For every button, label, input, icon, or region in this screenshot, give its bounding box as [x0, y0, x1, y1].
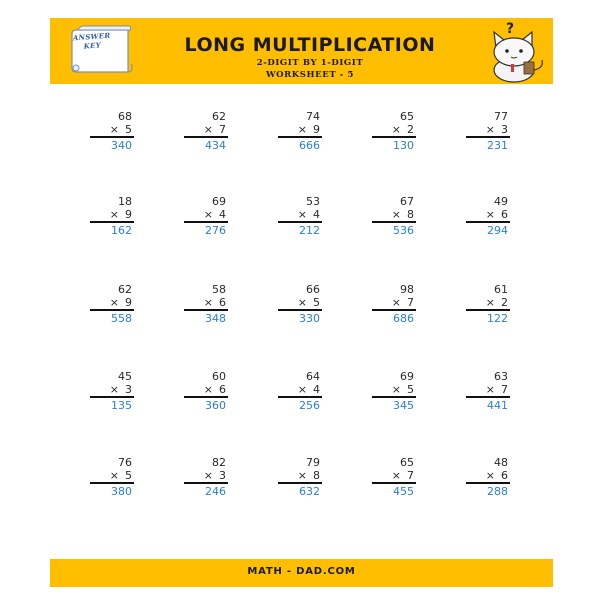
multiplier: 8 [407, 208, 414, 221]
multiplicand: 65 [400, 456, 414, 469]
multiplicand: 53 [306, 195, 320, 208]
times-sign: × [109, 383, 119, 396]
multiplication-problem [90, 370, 134, 412]
multiplication-problem [372, 195, 416, 237]
multiplier-row [184, 123, 228, 138]
times-sign: × [485, 469, 495, 482]
times-sign: × [391, 208, 401, 221]
multiplier: 2 [501, 296, 508, 309]
multiplier-row [90, 208, 134, 223]
page-subtitle: 2-DIGIT BY 1-DIGIT [256, 58, 364, 68]
multiplier: 4 [313, 208, 320, 221]
multiplication-problem [466, 110, 510, 152]
times-sign: × [297, 123, 307, 136]
multiplier: 2 [407, 123, 414, 136]
answer: 212 [299, 224, 320, 237]
multiplier: 5 [407, 383, 414, 396]
multiplicand: 58 [212, 283, 226, 296]
multiplicand: 65 [400, 110, 414, 123]
multiplier: 9 [125, 296, 132, 309]
multiplier-row [90, 123, 134, 138]
multiplier-row [90, 383, 134, 398]
multiplier: 3 [125, 383, 132, 396]
badge-line-1: ANSWER [72, 30, 111, 43]
multiplier-row [466, 208, 510, 223]
answer: 162 [111, 224, 132, 237]
times-sign: × [391, 296, 401, 309]
multiplicand: 69 [400, 370, 414, 383]
multiplication-problem [184, 370, 228, 412]
times-sign: × [109, 208, 119, 221]
multiplier: 5 [313, 296, 320, 309]
multiplier: 7 [501, 383, 508, 396]
multiplication-problem [278, 283, 322, 325]
multiplier-row [90, 296, 134, 311]
multiplier-row [466, 383, 510, 398]
multiplier-row [278, 123, 322, 138]
multiplier-row [466, 296, 510, 311]
multiplier: 3 [501, 123, 508, 136]
multiplicand: 60 [212, 370, 226, 383]
header-band [50, 18, 553, 84]
multiplier: 6 [501, 208, 508, 221]
multiplicand: 67 [400, 195, 414, 208]
multiplicand: 62 [212, 110, 226, 123]
multiplier: 8 [313, 469, 320, 482]
answer: 686 [393, 312, 414, 325]
multiplier: 9 [313, 123, 320, 136]
footer-site-name: MATH - DAD.COM [247, 566, 356, 577]
multiplicand: 74 [306, 110, 320, 123]
answer: 632 [299, 485, 320, 498]
multiplier-row [372, 123, 416, 138]
multiplier: 6 [219, 383, 226, 396]
answer: 276 [205, 224, 226, 237]
multiplier-row [372, 208, 416, 223]
times-sign: × [203, 469, 213, 482]
multiplier-row [372, 469, 416, 484]
multiplicand: 48 [494, 456, 508, 469]
multiplicand: 69 [212, 195, 226, 208]
multiplication-problem [372, 110, 416, 152]
times-sign: × [485, 208, 495, 221]
times-sign: × [391, 383, 401, 396]
multiplication-problem [466, 456, 510, 498]
answer: 288 [487, 485, 508, 498]
times-sign: × [203, 123, 213, 136]
multiplicand: 62 [118, 283, 132, 296]
times-sign: × [203, 296, 213, 309]
answer: 441 [487, 399, 508, 412]
times-sign: × [485, 383, 495, 396]
multiplication-problem [90, 456, 134, 498]
multiplication-problem [466, 283, 510, 325]
multiplicand: 61 [494, 283, 508, 296]
multiplicand: 76 [118, 456, 132, 469]
multiplication-problem [466, 195, 510, 237]
multiplier-row [372, 383, 416, 398]
multiplicand: 98 [400, 283, 414, 296]
multiplicand: 18 [118, 195, 132, 208]
times-sign: × [485, 123, 495, 136]
times-sign: × [297, 208, 307, 221]
times-sign: × [203, 383, 213, 396]
multiplication-problem [278, 195, 322, 237]
multiplication-problem [184, 110, 228, 152]
multiplication-problem [90, 195, 134, 237]
multiplier: 6 [501, 469, 508, 482]
multiplication-problem [184, 456, 228, 498]
multiplication-problem [278, 370, 322, 412]
multiplier-row [466, 123, 510, 138]
multiplicand: 77 [494, 110, 508, 123]
multiplicand: 66 [306, 283, 320, 296]
times-sign: × [203, 208, 213, 221]
multiplier: 7 [407, 296, 414, 309]
multiplication-problem [90, 283, 134, 325]
multiplicand: 68 [118, 110, 132, 123]
times-sign: × [109, 296, 119, 309]
multiplication-problem [372, 283, 416, 325]
times-sign: × [391, 123, 401, 136]
multiplication-problem [90, 110, 134, 152]
page-title: LONG MULTIPLICATION [184, 34, 436, 56]
multiplication-problem [278, 110, 322, 152]
answer: 130 [393, 139, 414, 152]
answer: 666 [299, 139, 320, 152]
answer: 231 [487, 139, 508, 152]
answer: 340 [111, 139, 132, 152]
multiplicand: 49 [494, 195, 508, 208]
worksheet-label: WORKSHEET - 5 [265, 70, 354, 80]
svg-text:?: ? [506, 21, 515, 37]
answer: 330 [299, 312, 320, 325]
multiplier: 4 [219, 208, 226, 221]
answer: 294 [487, 224, 508, 237]
multiplier-row [278, 383, 322, 398]
answer: 434 [205, 139, 226, 152]
answer: 256 [299, 399, 320, 412]
answer: 135 [111, 399, 132, 412]
times-sign: × [297, 296, 307, 309]
multiplier-row [184, 383, 228, 398]
multiplier: 7 [219, 123, 226, 136]
multiplication-problem [466, 370, 510, 412]
times-sign: × [109, 469, 119, 482]
multiplier-row [278, 469, 322, 484]
times-sign: × [391, 469, 401, 482]
multiplicand: 64 [306, 370, 320, 383]
multiplier: 4 [313, 383, 320, 396]
multiplier-row [278, 296, 322, 311]
multiplier: 6 [219, 296, 226, 309]
multiplier-row [184, 469, 228, 484]
multiplier-row [466, 469, 510, 484]
multiplication-problem [278, 456, 322, 498]
multiplier-row [90, 469, 134, 484]
answer: 246 [205, 485, 226, 498]
answer: 536 [393, 224, 414, 237]
multiplier-row [184, 208, 228, 223]
answer: 380 [111, 485, 132, 498]
answer: 455 [393, 485, 414, 498]
multiplier: 5 [125, 123, 132, 136]
multiplication-problem [372, 370, 416, 412]
answer: 122 [487, 312, 508, 325]
multiplication-problem [372, 456, 416, 498]
multiplier: 7 [407, 469, 414, 482]
multiplier-row [278, 208, 322, 223]
multiplier-row [184, 296, 228, 311]
answer-key-badge [67, 30, 116, 51]
times-sign: × [297, 469, 307, 482]
multiplier: 3 [219, 469, 226, 482]
multiplicand: 45 [118, 370, 132, 383]
multiplicand: 63 [494, 370, 508, 383]
answer: 360 [205, 399, 226, 412]
multiplier-row [372, 296, 416, 311]
multiplication-problem [184, 195, 228, 237]
multiplication-problem [184, 283, 228, 325]
multiplicand: 79 [306, 456, 320, 469]
footer-band [50, 559, 553, 587]
times-sign: × [109, 123, 119, 136]
cat-mascot-icon [478, 18, 550, 84]
answer: 348 [205, 312, 226, 325]
answer: 345 [393, 399, 414, 412]
badge-line-2: KEY [83, 40, 102, 51]
multiplicand: 82 [212, 456, 226, 469]
multiplier: 5 [125, 469, 132, 482]
times-sign: × [297, 383, 307, 396]
multiplier: 9 [125, 208, 132, 221]
answer: 558 [111, 312, 132, 325]
times-sign: × [485, 296, 495, 309]
